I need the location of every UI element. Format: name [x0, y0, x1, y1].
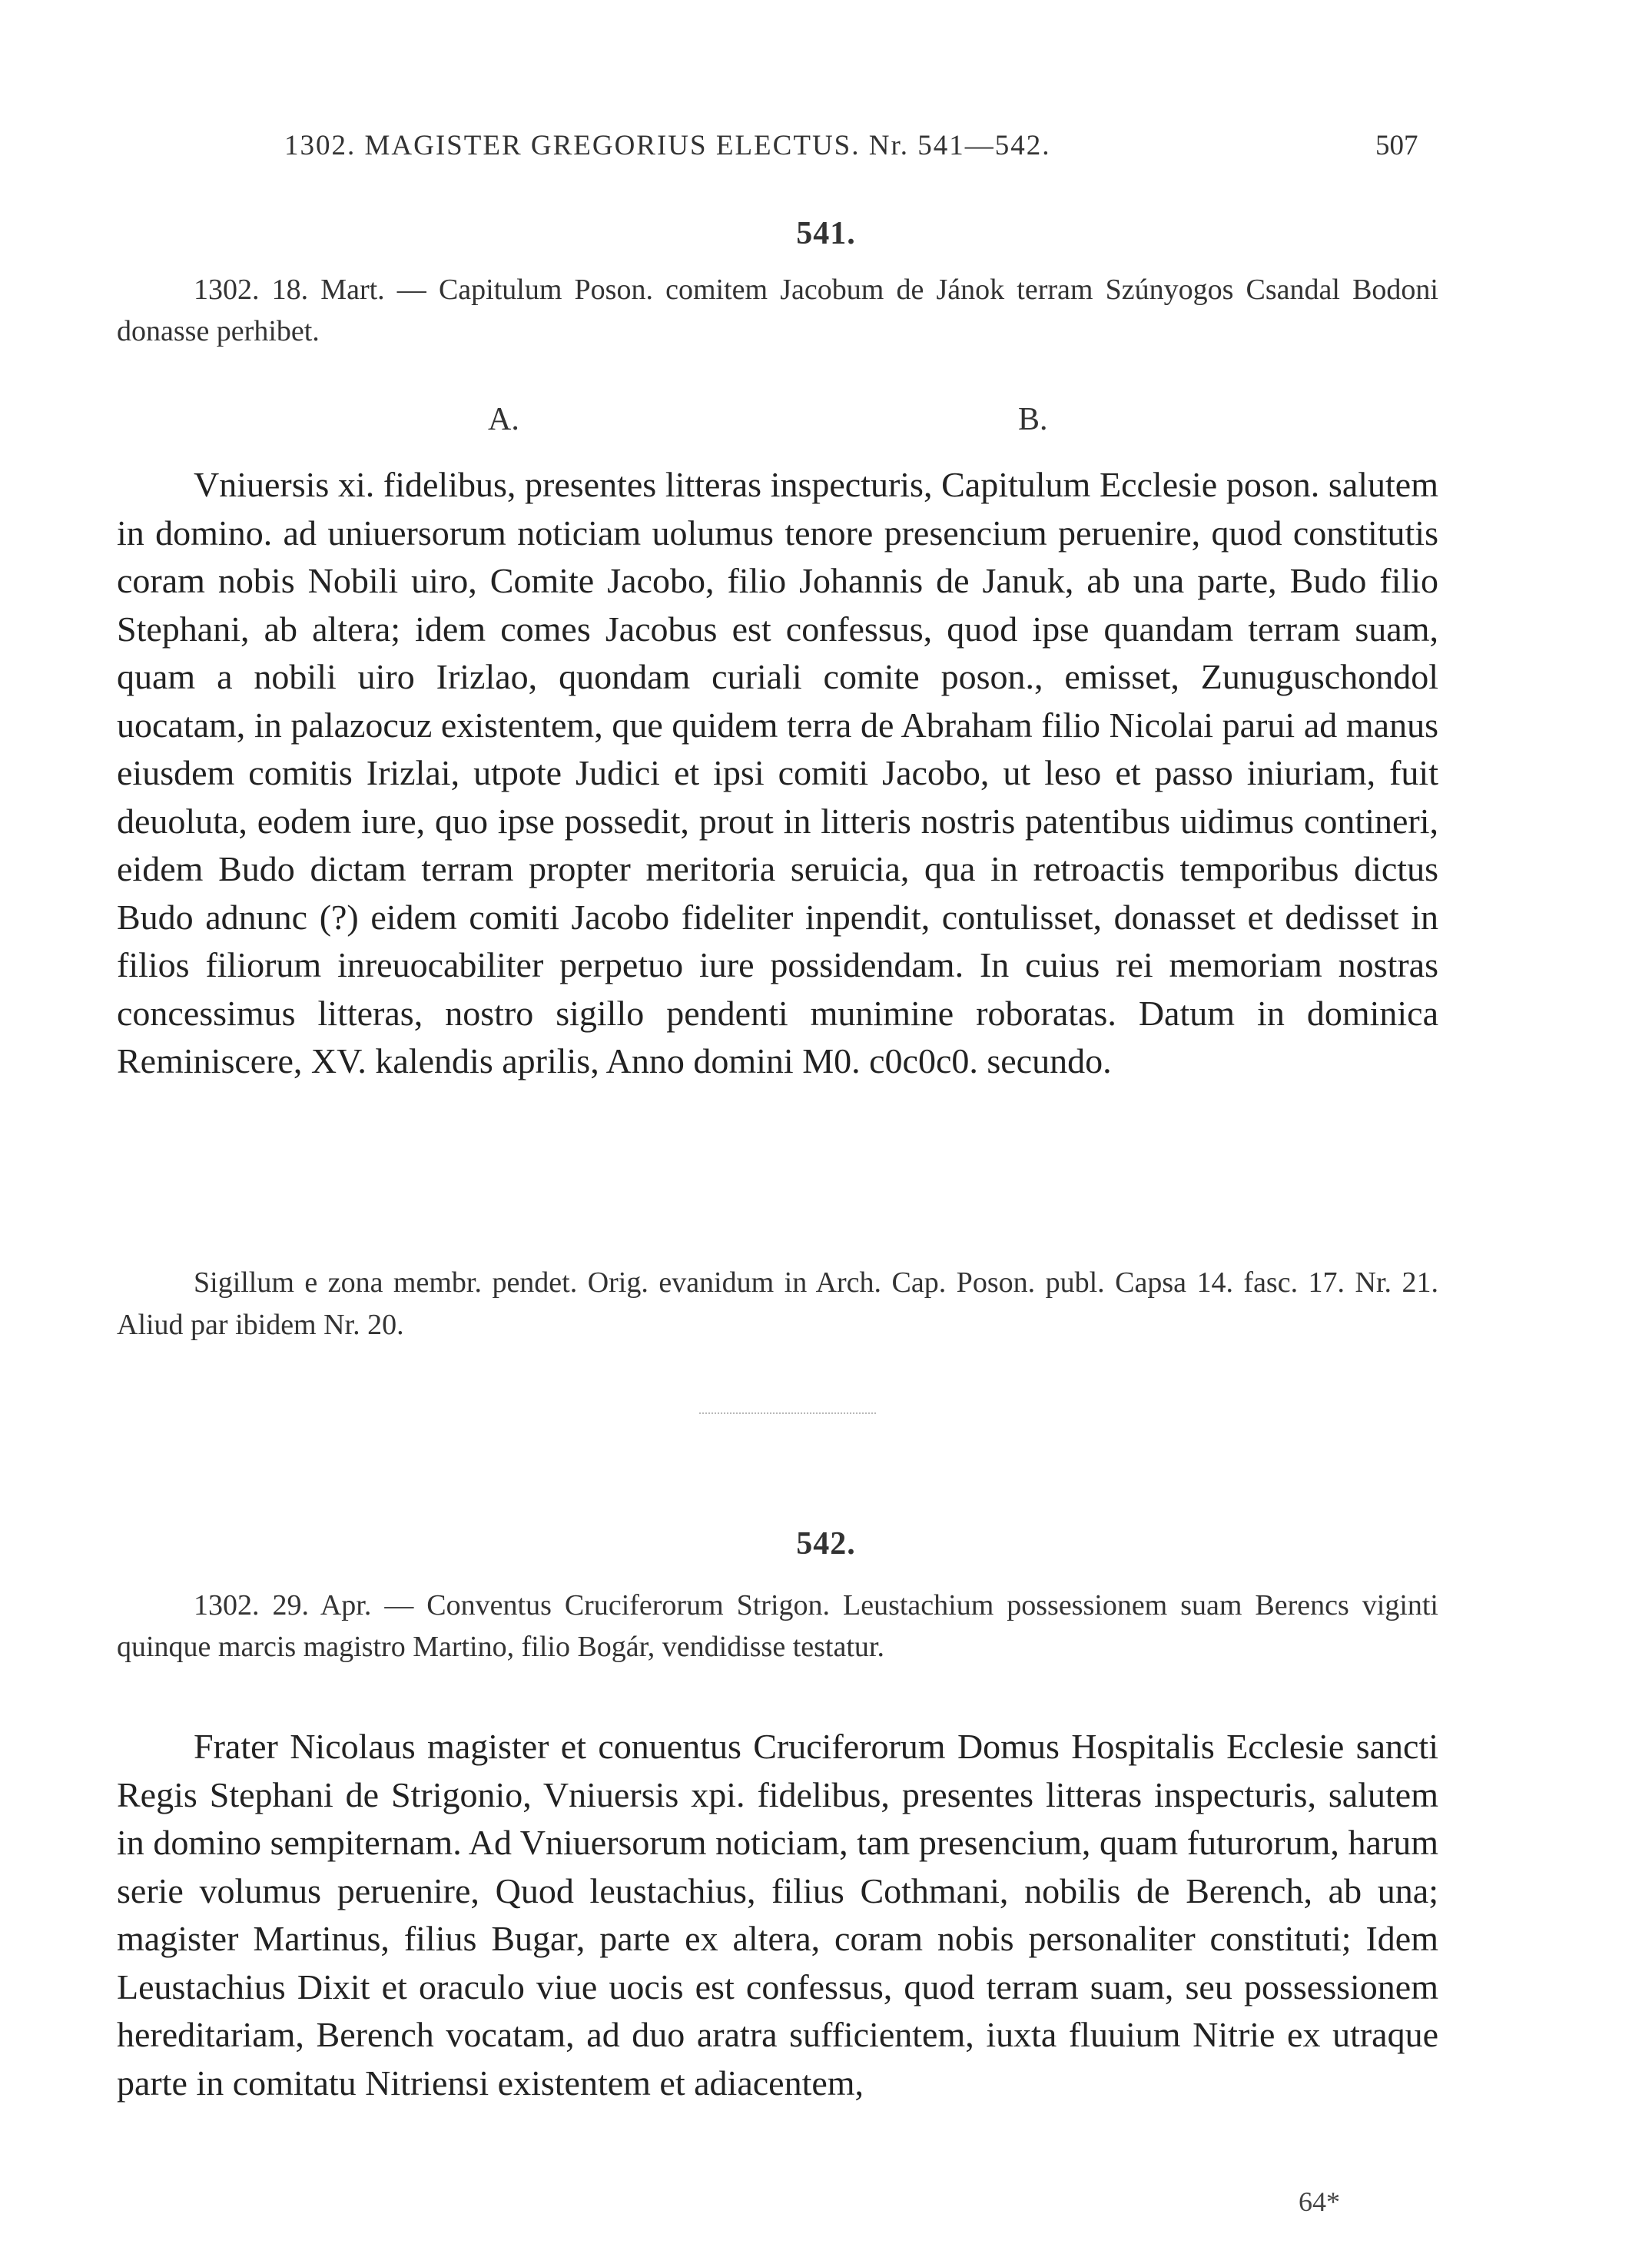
variant-label-b: B.: [1018, 402, 1048, 437]
charter-text: Frater Nicolaus magister et conuentus Cruciferorum Domus Hospitalis Ecclesie sancti Regis Stephani de Strigonio, Vniuersis xpi. fidelibus, presentes litteras inspecturis, salutem in domino sempiternam. Ad Vniuersorum noticiam, tam presencium, quam futurorum, harum serie volumus peruenire, Quod leustachius, filius Cothmani, nobilis de Berench, ab una; magister Martinus, filius Bugar, parte ex altera, coram nobis personaliter constituti; Idem Leustachius Dixit et oraculo viue uocis est confessus, quod terram suam, seu possessionem hereditariam, Berench vocatam, ad duo aratra sufficientem, iuxta fluuium Nitrie ex utraque parte in comitatu Nitriensi existentem et adiacentem,: [117, 1727, 1438, 2103]
charter-text: Vniuersis xi. fidelibus, presentes litteras inspecturis, Capitulum Ecclesie poson. salutem in domino. ad uniuersorum noticiam uolumus tenore presencium peruenire, quod constitutis coram nobis Nobili uiro, Comite Jacobo, filio Johannis de Januk, ab una parte, Budo filio Stephani, ab altera; idem comes Jacobus est confessus, quod ipse quandam terram suam, quam a nobili uiro Irizlao, quondam curiali comite poson., emisset, Zunuguschondol uocatam, in palazocuz existentem, que quidem terra de Abraham filio Nicolai parui ad manus eiusdem comitis Irizlai, utpote Judici et ipsi comiti Jacobo, ut leso et passo iniuriam, fuit deuoluta, eodem iure, quo ipse possedit, prout in litteris nostris patentibus uidimus contineri, eidem Budo dictam terram propter meritoria seruicia, qua in retroactis temporibus dictus Budo adnunc (?) eidem comiti Jacobo fideliter inpendit, contulisset, donasset et dedisset in filios filiorum inreuocabiliter perpetuo iure possidendam. In cuius rei memoriam nostras concessimus litteras, nostro sigillo pendenti munimine roboratas. Datum in dominica Reminiscere, XV. kalendis aprilis, Anno domini M0. c0c0c0. secundo.: [117, 465, 1438, 1080]
entry-number: 542.: [796, 1526, 856, 1562]
entry-regest: 1302. 18. Mart. — Capitulum Poson. comitem Jacobum de Jánok terram Szúnyogos Csandal Bodoni donasse perhibet.: [117, 274, 1438, 347]
running-title: 1302. MAGISTER GREGORIUS ELECTUS. Nr. 541—542.: [284, 130, 1051, 161]
section-divider: [699, 1412, 876, 1414]
signature-mark: 64*: [1299, 2186, 1340, 2217]
entry-regest: 1302. 29. Apr. — Conventus Cruciferorum Strigon. Leustachium possessionem suam Berencs viginti quinque marcis magistro Martino, filio Bogár, vendidisse testatur.: [117, 1589, 1438, 1663]
archival-note: Sigillum e zona membr. pendet. Orig. evanidum in Arch. Cap. Poson. publ. Capsa 14. fasc. 17. Nr. 21. Aliud par ibidem Nr. 20.: [117, 1266, 1438, 1341]
page-number: 507: [1375, 130, 1418, 161]
variant-label-a: A.: [488, 402, 519, 437]
entry-number: 541.: [796, 216, 856, 251]
